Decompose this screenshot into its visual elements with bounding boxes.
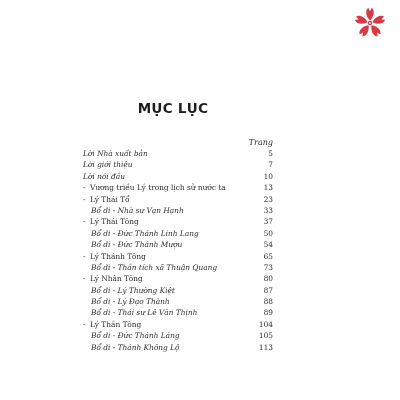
toc-entry-title: Bổ di - Đức Thánh Mượu <box>91 240 183 250</box>
toc-entry-title: Vương triều Lý trong lịch sử nước ta <box>90 183 226 193</box>
toc-entry <box>83 194 273 205</box>
toc-entry-page-number: 105 <box>258 331 273 341</box>
toc-entry <box>83 319 273 330</box>
flower-emblem-icon <box>353 6 387 40</box>
toc-entry-title: Bổ di - Đức Thánh Láng <box>91 331 180 341</box>
page-title: MỤC LỤC <box>137 101 209 117</box>
table-of-contents <box>83 148 273 353</box>
toc-entry <box>83 330 273 341</box>
page-column-label: Trang <box>248 138 273 147</box>
toc-entry-page-number: 37 <box>263 217 273 227</box>
toc-entry-title: Lời nói đầu <box>83 171 126 181</box>
toc-entry-title: Lý Thánh Tông <box>90 251 146 261</box>
toc-entry-dash: - <box>83 217 86 227</box>
toc-entry-page-number: 89 <box>263 308 273 318</box>
toc-entry-page-number: 13 <box>263 183 273 193</box>
toc-entry <box>83 216 273 227</box>
toc-entry-page-number: 104 <box>258 319 273 329</box>
toc-entry-title: Lời Nhà xuất bản <box>83 149 148 158</box>
toc-entry-page-number: 54 <box>263 240 273 250</box>
toc-entry <box>83 251 273 262</box>
toc-entry <box>83 205 273 216</box>
toc-entry-page-number: 113 <box>258 342 273 352</box>
toc-entry-page-number: 80 <box>263 274 273 284</box>
toc-entry-title: Bổ di - Lý Thường Kiệt <box>91 285 175 295</box>
toc-entry-title: Lý Thái Tổ <box>90 194 130 204</box>
toc-entry-page-number: 23 <box>263 194 273 204</box>
toc-entry-dash: - <box>83 194 86 204</box>
toc-entry-dash: - <box>83 319 86 329</box>
toc-entry-dash: - <box>83 183 86 193</box>
toc-entry-page-number: 50 <box>263 228 273 238</box>
toc-entry <box>83 296 273 307</box>
toc-entry-page-number: 7 <box>268 160 273 170</box>
toc-entry <box>83 239 273 250</box>
toc-entry <box>83 273 273 284</box>
toc-entry-dash: - <box>83 251 86 261</box>
toc-entry <box>83 262 273 273</box>
toc-entry-page-number: 10 <box>263 171 273 181</box>
toc-entry-title: Lý Thái Tông <box>90 217 139 227</box>
toc-entry <box>83 159 273 170</box>
toc-entry-title: Bổ di - Đức Thánh Linh Lang <box>91 228 199 238</box>
toc-entry <box>83 307 273 318</box>
toc-entry <box>83 285 273 296</box>
toc-entry <box>83 171 273 182</box>
toc-entry-title: Bổ di - Nhà sư Vạn Hạnh <box>91 205 184 215</box>
toc-entry-title: Lý Thần Tông <box>90 319 142 329</box>
toc-entry-title: Bổ di - Thánh Không Lộ <box>91 342 180 352</box>
toc-entry-title: Lời giới thiệu <box>83 160 133 170</box>
toc-entry <box>83 228 273 239</box>
toc-entry <box>83 182 273 193</box>
toc-entry-page-number: 73 <box>263 262 273 272</box>
toc-entry <box>83 148 273 159</box>
toc-entry-title: Lý Nhân Tông <box>90 274 143 284</box>
toc-entry-page-number: 5 <box>268 149 273 158</box>
toc-entry-title: Bổ di - Thái sư Lê Văn Thịnh <box>91 308 198 318</box>
toc-entry-page-number: 65 <box>263 251 273 261</box>
toc-entry-dash: - <box>83 274 86 284</box>
toc-entry-page-number: 87 <box>263 285 273 295</box>
toc-entry <box>83 342 273 353</box>
toc-entry-page-number: 33 <box>263 205 273 215</box>
toc-entry-title: Bổ di - Thần tích xã Thuận Quang <box>91 262 218 272</box>
toc-entry-title: Bổ di - Lý Đạo Thành <box>91 297 170 307</box>
toc-entry-page-number: 88 <box>263 297 273 307</box>
